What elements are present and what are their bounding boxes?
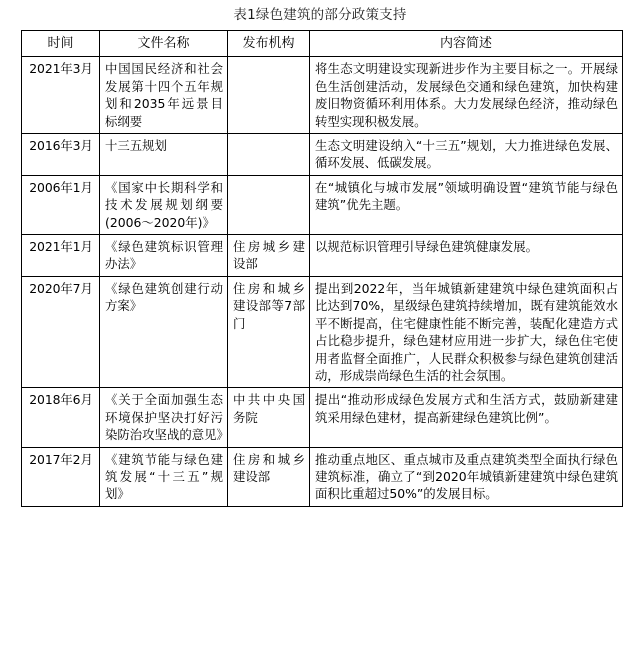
cell-document: 《国家中长期科学和技术发展规划纲要(2006～2020年)》 bbox=[100, 175, 228, 234]
cell-summary: 以规范标识管理引导绿色建筑健康发展。 bbox=[310, 235, 623, 277]
table-row bbox=[22, 175, 623, 234]
column-header-document: 文件名称 bbox=[100, 31, 228, 57]
cell-time: 2018年6月 bbox=[22, 388, 100, 447]
table-row bbox=[22, 447, 623, 506]
cell-summary: 推动重点地区、重点城市及重点建筑类型全面执行绿色建筑标准，确立了“到2020年城镇新建建筑中绿色建筑面积比重超过50%”的发展目标。 bbox=[310, 447, 623, 506]
cell-document: 《关于全面加强生态环境保护坚决打好污染防治攻坚战的意见》 bbox=[100, 388, 228, 447]
cell-summary: 提出“推动形成绿色发展方式和生活方式，鼓励新建建筑采用绿色建材，提高新建绿色建筑比例”。 bbox=[310, 388, 623, 447]
cell-document: 中国国民经济和社会发展第十四个五年规划和2035年远景目标纲要 bbox=[100, 57, 228, 134]
cell-time: 2017年2月 bbox=[22, 447, 100, 506]
table-row bbox=[22, 276, 623, 387]
policy-support-table bbox=[21, 30, 623, 507]
cell-time: 2021年3月 bbox=[22, 57, 100, 134]
cell-organization: 住房和城乡建设部等7部门 bbox=[228, 276, 310, 387]
cell-time: 2021年1月 bbox=[22, 235, 100, 277]
cell-time: 2006年1月 bbox=[22, 175, 100, 234]
cell-document: 《建筑节能与绿色建筑发展“十三五”规划》 bbox=[100, 447, 228, 506]
table-row bbox=[22, 235, 623, 277]
table-title: 表1绿色建筑的部分政策支持 bbox=[233, 7, 407, 23]
column-header-summary: 内容简述 bbox=[310, 31, 623, 57]
table-row bbox=[22, 388, 623, 447]
cell-summary: 在“城镇化与城市发展”领域明确设置“建筑节能与绿色建筑”优先主题。 bbox=[310, 175, 623, 234]
cell-document: 十三五规划 bbox=[100, 134, 228, 176]
cell-document: 《绿色建筑创建行动方案》 bbox=[100, 276, 228, 387]
cell-summary: 生态文明建设纳入“十三五”规划，大力推进绿色发展、循环发展、低碳发展。 bbox=[310, 134, 623, 176]
cell-organization bbox=[228, 134, 310, 176]
cell-organization bbox=[228, 57, 310, 134]
table-row bbox=[22, 134, 623, 176]
cell-organization: 住房和城乡建设部 bbox=[228, 447, 310, 506]
cell-organization bbox=[228, 175, 310, 234]
cell-document: 《绿色建筑标识管理办法》 bbox=[100, 235, 228, 277]
cell-summary: 提出到2022年，当年城镇新建建筑中绿色建筑面积占比达到70%，星级绿色建筑持续增加，既有建筑能效水平不断提高，住宅健康性能不断完善，装配化建造方式占比稳步提升，绿色建材应用进一步扩大，绿色住宅使用者监督全面推广，人民群众积极参与绿色建筑创建活动，形成崇尚绿色生活的社会氛围。 bbox=[310, 276, 623, 387]
table-header-row bbox=[22, 31, 623, 57]
cell-organization: 住房城乡建设部 bbox=[228, 235, 310, 277]
cell-summary: 将生态文明建设实现新进步作为主要目标之一。开展绿色生活创建活动，发展绿色交通和绿色建筑，加快构建废旧物资循环利用体系。大力发展绿色经济，推动绿色转型实现积极发展。 bbox=[310, 57, 623, 134]
column-header-time: 时间 bbox=[22, 31, 100, 57]
column-header-organization: 发布机构 bbox=[228, 31, 310, 57]
cell-organization: 中共中央国务院 bbox=[228, 388, 310, 447]
table-row bbox=[22, 57, 623, 134]
cell-time: 2016年3月 bbox=[22, 134, 100, 176]
cell-time: 2020年7月 bbox=[22, 276, 100, 387]
